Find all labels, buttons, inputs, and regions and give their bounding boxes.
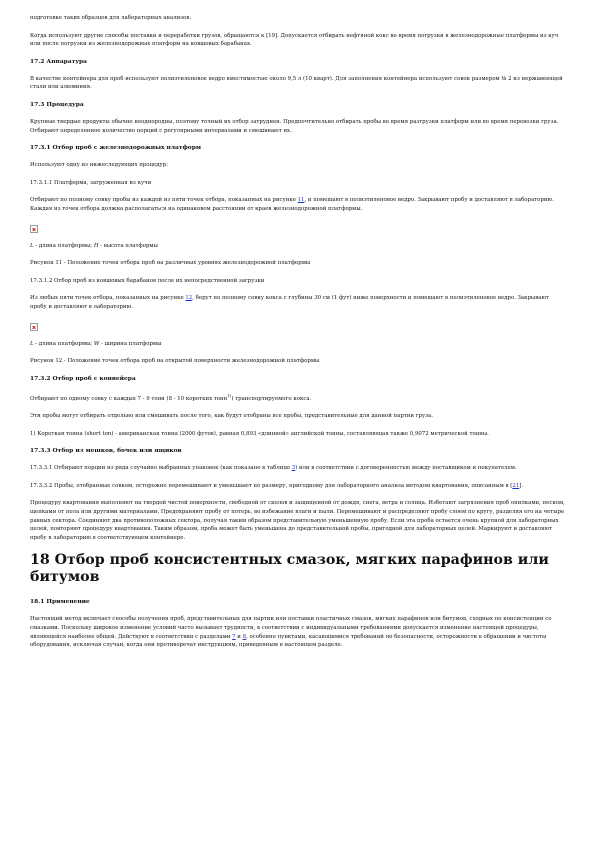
heading-17-3-2: 17.3.2 Отбор проб с конвейера [30,374,136,382]
legend-text: - высота платформы [98,242,158,249]
section-7-link[interactable]: 7 [232,633,236,640]
paragraph-17-2: В качестве контейнера для проб используют полиэтиленовое ведро вместимостью около 9,5 л (10 кварт). Для заполнения контейнера используют совок размером № 2 из нержавеющей стали или алюминия. [30,75,563,91]
paragraph-17-3-1-1 [30,196,565,213]
text-part: Из любых пяти точек отбора, показанных на рисунке [30,295,186,302]
text-part: ]. [519,482,524,489]
footnote-marker: 1) [227,392,232,398]
text-part: Отбирают по одному совку с каждых 7 - 9 тонн (8 - 10 коротких тонн [30,395,228,402]
section-8-link[interactable]: 8 [242,633,247,640]
paragraph-17-3-3-2 [30,482,565,491]
paragraph-17-3: Крупные твердые продукты обычно неоднородны, поэтому точный их отбор затруднен. Предпочтительно отбирать пробы во время разгрузки платформ или во время перевозки груза. Отбирают определенное количество порций с регулярными интервалами и смешивают их. [30,118,559,134]
figure-12-link[interactable]: 12 [185,295,193,302]
paragraph-17-3-3-1 [30,464,565,473]
legend-symbol: H [93,242,99,249]
paragraph-top: подготовке таких образцов для лабораторных анализов. [30,15,192,21]
legend-text: - длина платформы; [33,340,94,347]
table-3-link[interactable]: 3 [291,465,296,472]
legend-symbol: W [93,340,100,347]
paragraph-17-3-2-second: Эти пробы могут отбирать отдельно или смешивать после того, как будут отобраны все пробы, представительные для данной партии груза. [30,413,433,420]
heading-section-18: 18 Отбор проб консистентных смазок, мягких парафинов или битумов [30,552,549,586]
text-part: Настоящий метод включает способы получения проб, представительных для партии или поставки пластичных смазок, мягких парафинов или битумов, сходных по консистенции со смазками. Поскольку широкое изменение условий часто вызывает трудности, в соответствии с индивидуальными требованиями допускается изменение настоящей процедуры, являющейся наиболее общей. Действуют в соответствии с разделами [30,616,552,640]
text-part: ) транспортируемого кокса. [231,395,312,402]
figure-12-legend [30,340,565,349]
figure-11-legend [30,242,565,251]
heading-18-1: 18.1 Применение [30,598,90,606]
legend-symbol: L [30,340,34,347]
figure-11-broken-image-icon [30,225,38,233]
legend-text: - длина платформы; [33,242,94,249]
text-part: , и помещают в полиэтиленовое ведро. Закрывают пробу и доставляют в лабораторию. Каждая из точек отбора должна располагаться на одинаковом расстоянии от краев железнодорожной платформы. [30,197,554,212]
legend-text: - ширина платформы [99,340,162,347]
figure-12-caption: Рисунок 12 - Положение точек отбора проб на открытой поверхности железнодорожной платформы [30,358,320,365]
text-part: ) или в соответствии с договоренностью между поставщиком и покупателем. [295,465,517,472]
footnote-short-ton: 1) Короткая тонна (short ton) - американская тонна (2000 футов), равная 0,893 «длинной» английской тонны, составляющая также 0,9072 метрической тонны. [30,430,489,437]
paragraph-17-3-1-2 [30,294,565,311]
subheading-17-3-1-1: 17.3.1.1 Платформа, загруженная из кучи [30,179,152,186]
heading-17-3-1: 17.3.1 Отбор проб с железнодорожных платформ [30,144,201,152]
figure-11-caption: Рисунок 11 - Положение точек отбора проб на различных уровнях железнодорожной платформы [30,260,311,267]
text-part: 17.3.3.2 Пробы, отобранные совком, осторожно перемешивают и уменьшают по размеру, пригодному для лабораторного анализа методом квартования, описанным в [ [30,482,513,489]
text-part: , особенно пунктами, касающимися требований по безопасности, осторожности в обращении и чистоты оборудования, исключая случаи, когда они противоречат инструкциям, приведенным в настоящем разделе. [30,633,547,649]
figure-11-link[interactable]: 11 [297,197,305,204]
paragraph-17-3-2 [30,392,565,403]
figure-12-broken-image-icon [30,323,38,331]
text-part: 17.3.3.1 Отбирают порции из ряда случайно выбранных упаковок (как показано в таблице [30,465,292,472]
reference-21-link[interactable]: 21 [512,482,520,489]
paragraph-quartering: Процедуру квартования выполняют на твердой чистой поверхности, свободной от сколов и защищенной от дождя, снега, ветра и солнца. Избегают загрязнения проб опилками, песком, щепками от пола или другими материалами. Предохраняют пробу от потерь, во избежание влаги и пыли. Перемешивают и распределяют пробу слоем по кругу, разделяя его на четыре равных сектора. Соединяют два противоположных сектора, получая таким образом представительную уменьшенную пробу. Если эта проба остается очень крупной для лабораторных целей, повторяют процедуру квартования. Таким образом, проба может быть уменьшена до представительной пробы, пригодной для лабораторных целей. Маркируют и доставляют пробу в лабораторию в соответствующем контейнере. [30,500,565,541]
paragraph-17-3-1: Используют одну из нижеследующих процедур: [30,162,168,169]
heading-17-3-3: 17.3.3 Отбор из мешков, бочек или ящиков [30,447,182,455]
heading-17-3: 17.3 Процедура [30,100,84,108]
heading-17-2: 17.2 Аппаратура [30,57,87,65]
subheading-17-3-1-2: 17.3.1.2 Отбор проб из ковшовых барабанов после их непосредственной загрузки [30,277,265,284]
text-part: , берут по полному совку кокса с глубины 30 см (1 фут) ниже поверхности и помещают в полиэтиленовое ведро. Закрывают пробу и доставляют в лабораторию. [30,295,550,310]
paragraph-intro: Когда используют другие способы поставки и переработки грузов, обращаются к [19]. Допускается отбирать нефтяной кокс во время погрузки в железнодорожные платформы из куч или после погрузки из железнодорожных платформ на ковшовых барабанах. [30,32,559,48]
legend-symbol: L [30,242,34,249]
text-part: Отбирают по полному совку пробы из каждой из пяти точек отбора, показанных на рисунке [30,197,298,204]
paragraph-18-1 [30,615,565,649]
text-part: и [235,633,243,640]
